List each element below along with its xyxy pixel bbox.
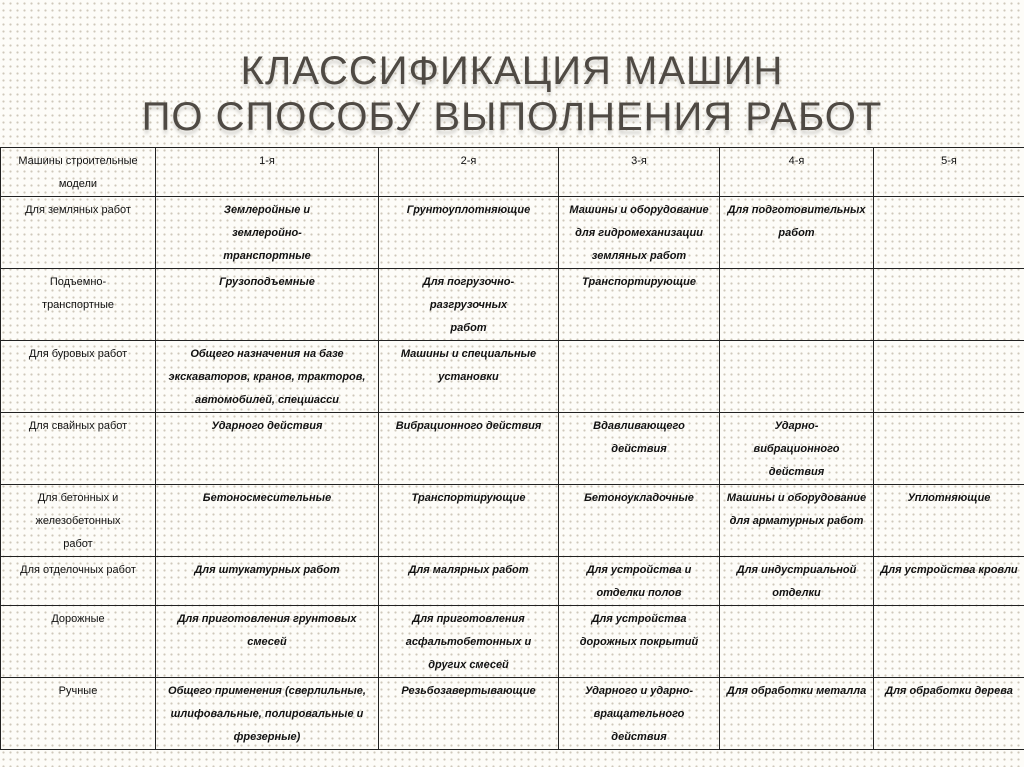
table-cell: Для штукатурных работ: [156, 557, 379, 606]
table-cell: [720, 341, 874, 413]
table-cell: Ударно- вибрационного действия: [720, 413, 874, 485]
slide-title-line-1: КЛАССИФИКАЦИЯ МАШИН: [240, 49, 784, 93]
header-col-5: 5-я: [874, 148, 1024, 197]
table-row: [1, 606, 1024, 678]
classification-table: [0, 147, 1024, 750]
table-cell: Резьбозавертывающие: [379, 678, 559, 750]
table-cell: Для устройства кровли: [874, 557, 1024, 606]
table-cell: Вибрационного действия: [379, 413, 559, 485]
table-row: [1, 557, 1024, 606]
table-cell: Машины и специальные установки: [379, 341, 559, 413]
table-cell: Машины и оборудование для арматурных работ: [720, 485, 874, 557]
header-machines-models: Машины строительные модели: [1, 148, 156, 197]
row-label: Для буровых работ: [1, 341, 156, 413]
row-label: Дорожные: [1, 606, 156, 678]
table-cell: Ударного и ударно- вращательного действия: [559, 678, 720, 750]
table-cell: Общего назначения на базе экскаваторов, кранов, тракторов, автомобилей, спецшасси: [156, 341, 379, 413]
table-cell: Для обработки металла: [720, 678, 874, 750]
table-row: [1, 341, 1024, 413]
table-cell: Для погрузочно- разгрузочных работ: [379, 269, 559, 341]
table-cell: [559, 341, 720, 413]
header-col-1: 1-я: [156, 148, 379, 197]
table-cell: [874, 606, 1024, 678]
table-cell: Для приготовления грунтовых смесей: [156, 606, 379, 678]
row-label: Для отделочных работ: [1, 557, 156, 606]
table-cell: Для приготовления асфальтобетонных и других смесей: [379, 606, 559, 678]
table-cell: Для индустриальной отделки: [720, 557, 874, 606]
table-cell: Ударного действия: [156, 413, 379, 485]
table-cell: Общего применения (сверлильные, шлифовальные, полировальные и фрезерные): [156, 678, 379, 750]
header-col-3: 3-я: [559, 148, 720, 197]
row-label: Подъемно- транспортные: [1, 269, 156, 341]
row-label: Для земляных работ: [1, 197, 156, 269]
table-cell: Для устройства дорожных покрытий: [559, 606, 720, 678]
row-label: Для бетонных и железобетонных работ: [1, 485, 156, 557]
table-cell: Вдавливающего действия: [559, 413, 720, 485]
table-cell: [874, 269, 1024, 341]
table-cell: Транспортирующие: [379, 485, 559, 557]
table-header-row: [1, 148, 1024, 197]
table-row: [1, 269, 1024, 341]
table-row: [1, 197, 1024, 269]
row-label: Ручные: [1, 678, 156, 750]
table-cell: [874, 413, 1024, 485]
table-cell: Для обработки дерева: [874, 678, 1024, 750]
header-col-4: 4-я: [720, 148, 874, 197]
table-cell: Для малярных работ: [379, 557, 559, 606]
table-cell: [874, 341, 1024, 413]
table-cell: Грузоподъемные: [156, 269, 379, 341]
table-cell: Транспортирующие: [559, 269, 720, 341]
table-row: [1, 678, 1024, 750]
row-label: Для свайных работ: [1, 413, 156, 485]
table-cell: [720, 606, 874, 678]
table-row: [1, 485, 1024, 557]
table-cell: [874, 197, 1024, 269]
table-cell: Машины и оборудование для гидромеханизации земляных работ: [559, 197, 720, 269]
table-cell: [720, 269, 874, 341]
table-cell: Землеройные и землеройно- транспортные: [156, 197, 379, 269]
table-cell: Уплотняющие: [874, 485, 1024, 557]
table-cell: Бетоноукладочные: [559, 485, 720, 557]
slide-title-line-2: ПО СПОСОБУ ВЫПОЛНЕНИЯ РАБОТ: [141, 95, 883, 139]
table-row: [1, 413, 1024, 485]
table-cell: Грунтоуплотняющие: [379, 197, 559, 269]
header-col-2: 2-я: [379, 148, 559, 197]
table-cell: Бетоносмесительные: [156, 485, 379, 557]
table-cell: Для устройства и отделки полов: [559, 557, 720, 606]
slide-title: [0, 48, 1024, 140]
table-cell: Для подготовительных работ: [720, 197, 874, 269]
